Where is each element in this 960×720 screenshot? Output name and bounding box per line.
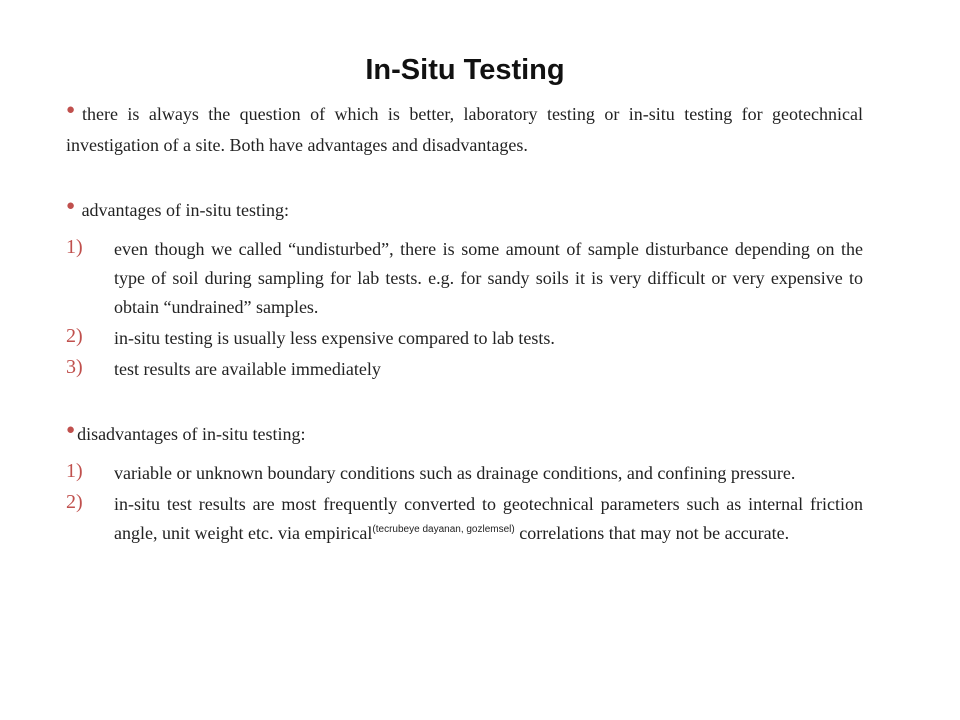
item-number: 3) <box>66 356 83 378</box>
bullet-icon: ● <box>66 102 80 118</box>
advantage-item <box>66 324 863 353</box>
disadvantage-item <box>66 459 863 488</box>
advantage-item <box>66 355 863 384</box>
bullet-icon: ● <box>66 422 76 438</box>
advantages-heading: advantages of in-situ testing: <box>81 200 290 220</box>
bullet-icon: ● <box>66 198 76 214</box>
intro-bullet <box>66 100 863 160</box>
item-text: even though we called “undisturbed”, there is some amount of sample disturbance depending on the type of soil during sampling for lab tests. e.g. for sandy soils it is very difficult or very expensive to obtain “undrained” samples. <box>114 239 863 317</box>
item-text: in-situ testing is usually less expensive compared to lab tests. <box>114 328 555 348</box>
disadvantage-item <box>66 490 863 548</box>
slide-body <box>66 100 863 548</box>
item-number: 2) <box>66 325 83 347</box>
item-number: 1) <box>66 460 83 482</box>
item-text: test results are available immediately <box>114 359 381 379</box>
intro-text: there is always the question of which is better, laboratory testing or in-situ testing for geotechnical investigation of a site. Both have advantages and disadvantages. <box>66 104 864 155</box>
advantages-bullet <box>66 196 863 227</box>
item-number: 2) <box>66 491 83 513</box>
superscript-note: (tecrubeye dayanan, gozlemsel) <box>372 524 515 535</box>
disadvantages-bullet <box>66 420 863 451</box>
item-number: 1) <box>66 236 83 258</box>
advantage-item <box>66 235 863 322</box>
disadvantages-heading: disadvantages of in-situ testing: <box>77 424 306 444</box>
slide-title: In-Situ Testing <box>365 54 565 86</box>
item-text: variable or unknown boundary conditions such as drainage conditions, and confining pressure. <box>114 463 796 483</box>
item-text-after: correlations that may not be accurate. <box>514 523 790 543</box>
item-text-before: in-situ test results are most frequently converted to geotechnical parameters such as internal friction angle, unit weight etc. via empirical <box>114 494 863 543</box>
